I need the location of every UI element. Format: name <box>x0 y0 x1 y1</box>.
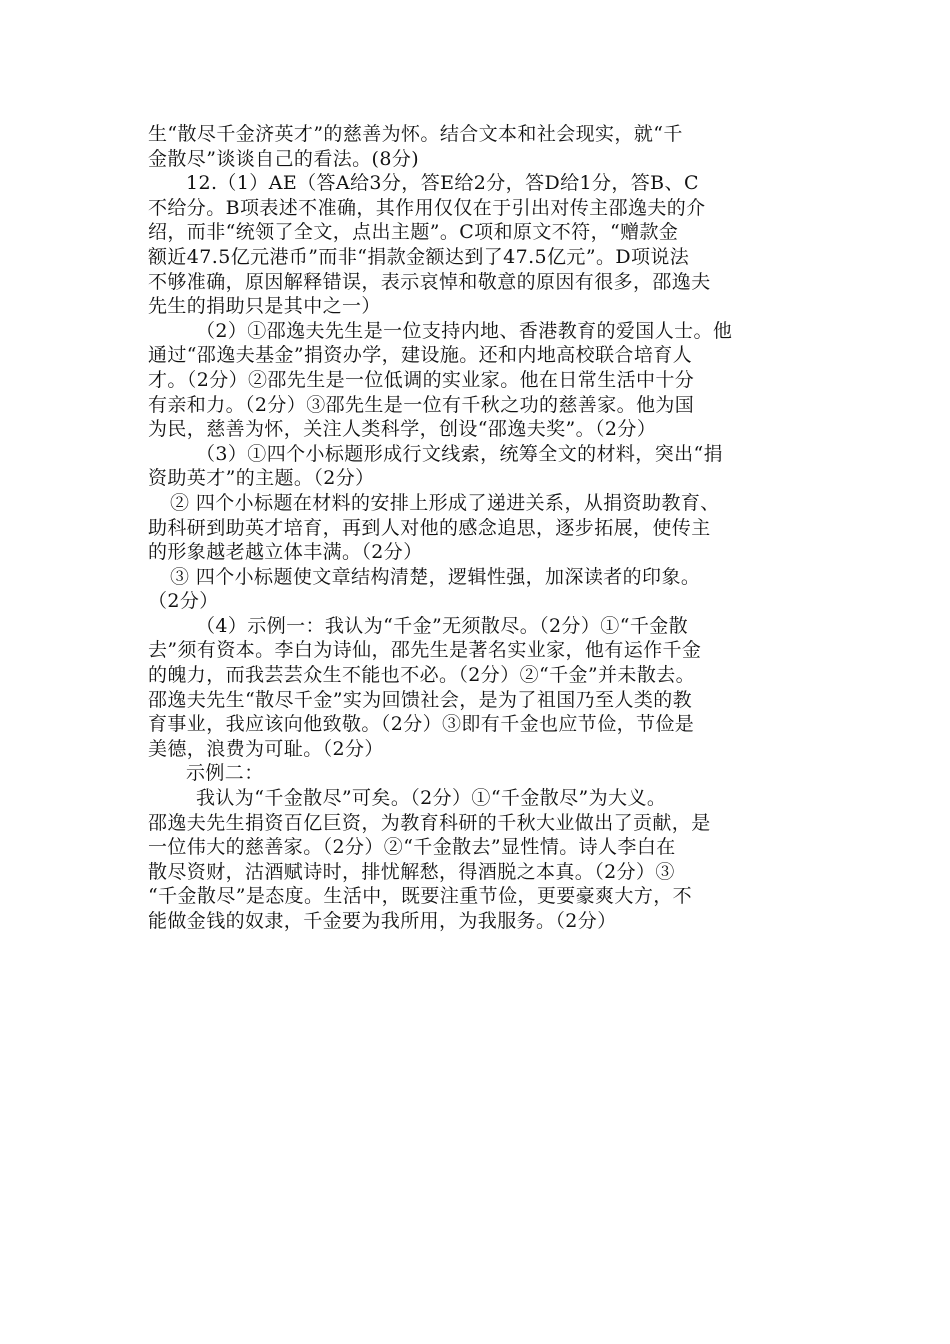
text-line: 为民，慈善为怀，关注人类科学，创设“邵逸夫奖”。（2分） <box>148 418 657 441</box>
question-12-answer-1: 12.（1）AE（答A给3分，答E给2分，答D给1分，答B、C <box>186 172 699 195</box>
text-line: 不够准确，原因解释错误，表示哀悼和敬意的原因有很多，邵逸夫 <box>148 270 711 293</box>
question-12-answer-2: （2）①邵逸夫先生是一位支持内地、香港教育的爱国人士。他 <box>196 319 733 342</box>
question-12-answer-4: （4）示例一：我认为“千金”无须散尽。（2分）①“千金散 <box>196 614 689 637</box>
text-line: 不给分。B项表述不准确，其作用仅仅在于引出对传主邵逸夫的介 <box>148 196 706 219</box>
text-line: 才。（2分）②邵先生是一位低调的实业家。他在日常生活中十分 <box>148 368 695 391</box>
text-line: 我认为“千金散尽”可矣。（2分）①“千金散尽”为大义。 <box>196 787 667 810</box>
text-line: 生“散尽千金济英才”的慈善为怀。结合文本和社会现实，就“千 <box>148 123 683 145</box>
text-line: 能做金钱的奴隶，千金要为我所用，为我服务。（2分） <box>148 910 617 932</box>
example-two-heading: 示例二： <box>186 762 264 785</box>
text-line: 资助英才”的主题。（2分） <box>148 467 375 490</box>
text-line: ③ 四个小标题使文章结构清楚，逻辑性强，加深读者的印象。 <box>170 565 701 588</box>
question-12-answer-3: （3）①四个小标题形成行文线索，统筹全文的材料，突出“捐 <box>196 442 724 465</box>
text-line: 通过“邵逸夫基金”捐资办学，建设施。还和内地高校联合培育人 <box>148 344 693 367</box>
text-line: （2分） <box>148 590 219 613</box>
text-line: 绍，而非“统领了全文，点出主题”。C项和原文不符，“赠款金 <box>148 221 679 244</box>
text-line: 额近47.5亿元港币”而非“捐款金额达到了47.5亿元”。D项说法 <box>148 245 690 268</box>
text-line: 有亲和力。（2分）③邵先生是一位有千秋之功的慈善家。他为国 <box>148 393 695 416</box>
text-line: 的形象越老越立体丰满。（2分） <box>148 541 423 564</box>
document-body <box>148 122 828 934</box>
text-line: 一位伟大的慈善家。（2分）②“千金散去”显性情。诗人李白在 <box>148 836 676 859</box>
text-line: ② 四个小标题在材料的安排上形成了递进关系，从捐资助教育、 <box>170 491 720 514</box>
text-line: 育事业，我应该向他致敬。（2分）③即有千金也应节俭，节俭是 <box>148 713 695 736</box>
text-line: 散尽资财，沽酒赋诗时，排忧解愁，得酒脱之本真。（2分）③ <box>148 860 675 883</box>
text-line: 先生的捐助只是其中之一） <box>148 295 381 318</box>
text-line: 邵逸夫先生“散尽千金”实为回馈社会，是为了祖国乃至人类的教 <box>148 688 693 711</box>
text-line: 邵逸夫先生捐资百亿巨资，为教育科研的千秋大业做出了贡献，是 <box>148 811 711 834</box>
text-line: 助科研到助英才培育，再到人对他的感念追思，逐步拓展，使传主 <box>148 516 711 539</box>
text-line: 的魄力，而我芸芸众生不能也不必。（2分）②“千金”并未散去。 <box>148 664 696 687</box>
text-line: “千金散尽”是态度。生活中，既要注重节俭，更要豪爽大方，不 <box>148 885 693 908</box>
text-line: 金散尽”谈谈自己的看法。(8分) <box>148 147 420 170</box>
text-line: 美德，浪费为可耻。（2分） <box>148 737 384 760</box>
text-line: 去”须有资本。李白为诗仙，邵先生是著名实业家，他有运作千金 <box>148 639 702 662</box>
